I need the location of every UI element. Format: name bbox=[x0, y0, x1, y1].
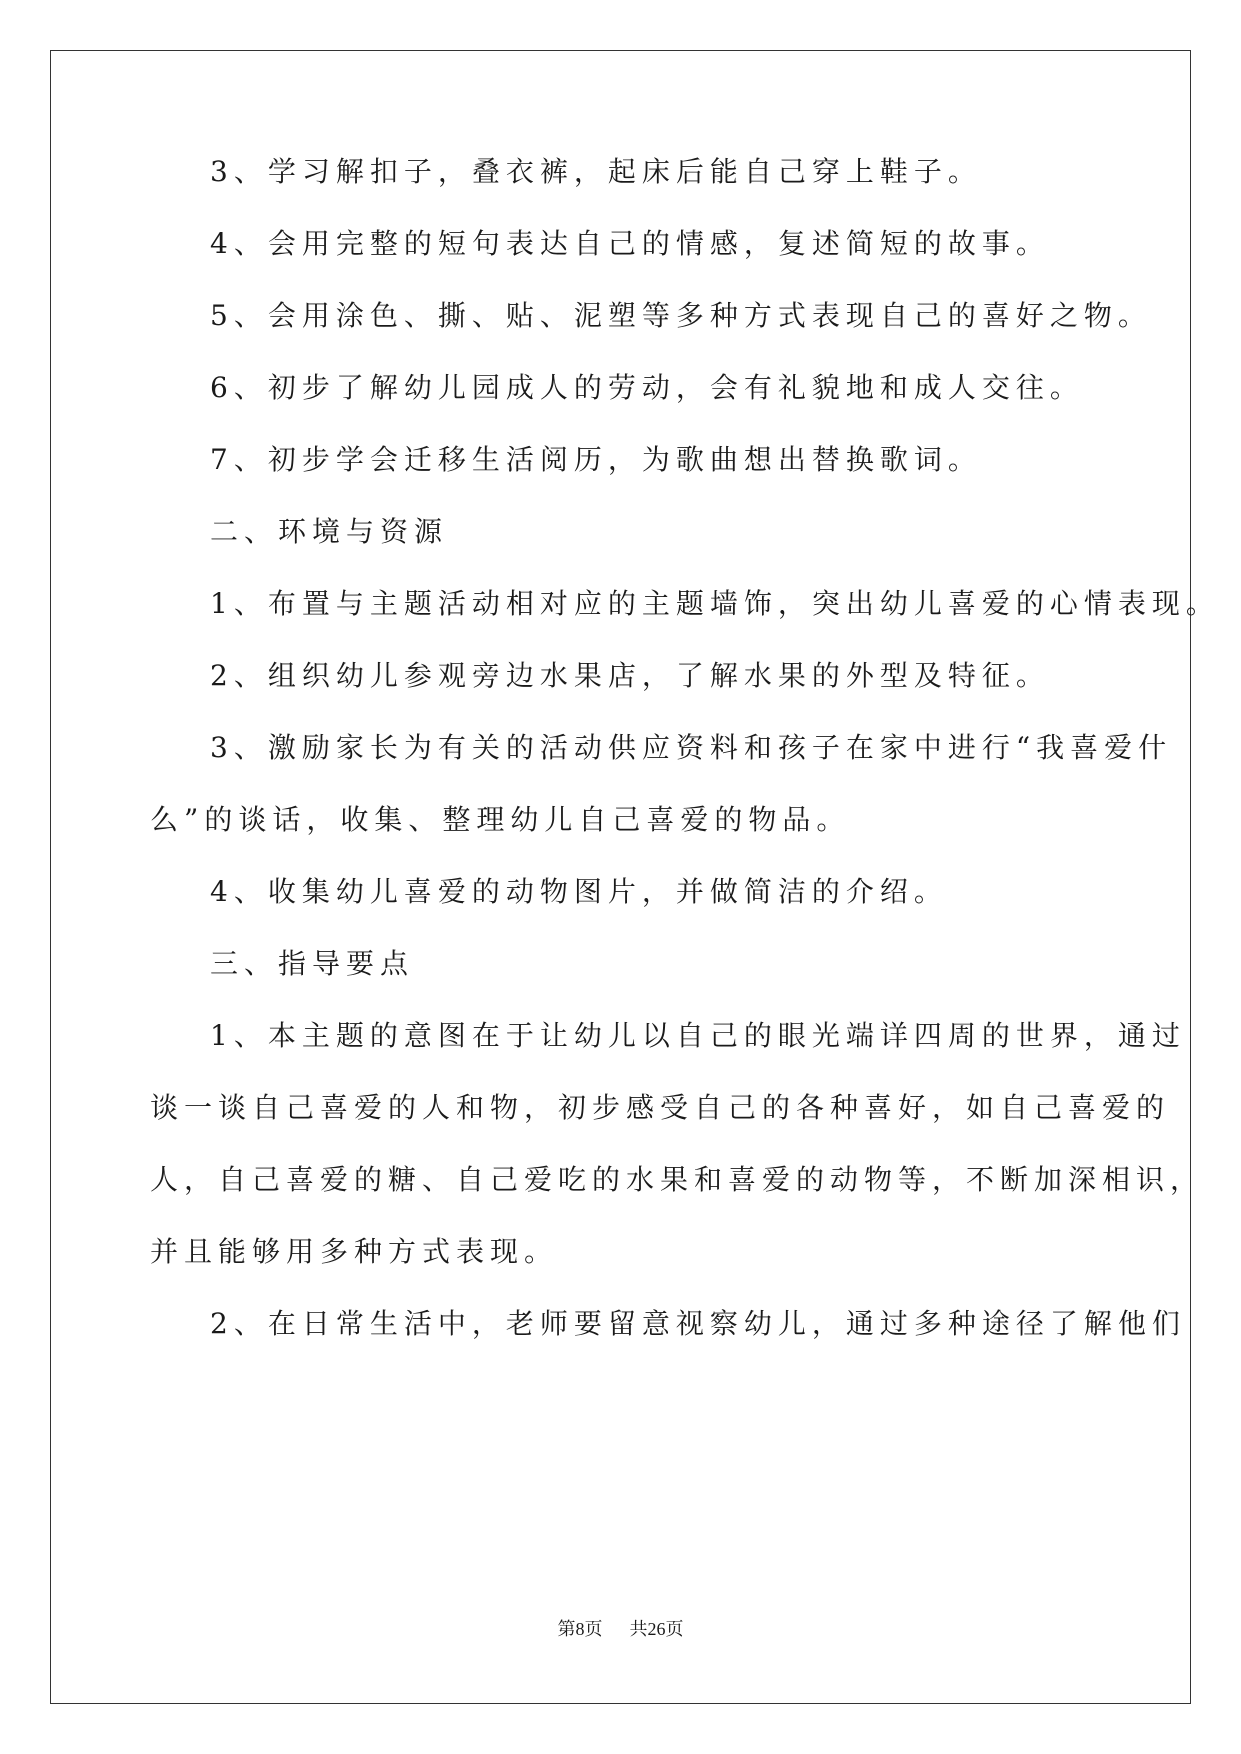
list-item-3: 3、学习解扣子，叠衣裤，起床后能自己穿上鞋子。 bbox=[210, 155, 982, 188]
resource-item-3-line-1: 3、激励家长为有关的活动供应资料和孩子在家中进行“我喜爱什 bbox=[210, 731, 1173, 764]
list-item-7: 7、初步学会迁移生活阅历，为歌曲想出替换歌词。 bbox=[210, 443, 982, 476]
guidance-item-1-line-4: 并且能够用多种方式表现。 bbox=[150, 1235, 559, 1268]
resource-item-4: 4、收集幼儿喜爱的动物图片，并做简洁的介绍。 bbox=[210, 875, 948, 908]
section-heading-guidance: 三、指导要点 bbox=[210, 947, 415, 980]
guidance-item-1-line-3: 人，自己喜爱的糖、自己爱吃的水果和喜爱的动物等，不断加深相识， bbox=[150, 1163, 1205, 1196]
guidance-item-1-line-1: 1、本主题的意图在于让幼儿以自己的眼光端详四周的世界，通过 bbox=[210, 1019, 1186, 1052]
list-item-5: 5、会用涂色、撕、贴、泥塑等多种方式表现自己的喜好之物。 bbox=[210, 299, 1152, 332]
resource-item-1: 1、布置与主题活动相对应的主题墙饰，突出幼儿喜爱的心情表现。 bbox=[210, 587, 1220, 620]
resource-item-3-line-2: 么”的谈话，收集、整理幼儿自己喜爱的物品。 bbox=[150, 803, 851, 836]
guidance-item-1-line-2: 谈一谈自己喜爱的人和物，初步感受自己的各种喜好，如自己喜爱的 bbox=[150, 1091, 1171, 1124]
resource-item-2: 2、组织幼儿参观旁边水果店，了解水果的外型及特征。 bbox=[210, 659, 1050, 692]
guidance-item-2-line-1: 2、在日常生活中，老师要留意视察幼儿，通过多种途径了解他们 bbox=[210, 1307, 1186, 1340]
page-footer bbox=[0, 1615, 1241, 1641]
list-item-4: 4、会用完整的短句表达自己的情感，复述简短的故事。 bbox=[210, 227, 1050, 260]
section-heading-environment: 二、环境与资源 bbox=[210, 515, 449, 548]
list-item-6: 6、初步了解幼儿园成人的劳动，会有礼貌地和成人交往。 bbox=[210, 371, 1084, 404]
current-page-number: 第8页 bbox=[557, 1619, 603, 1639]
total-page-count: 共26页 bbox=[629, 1619, 684, 1639]
